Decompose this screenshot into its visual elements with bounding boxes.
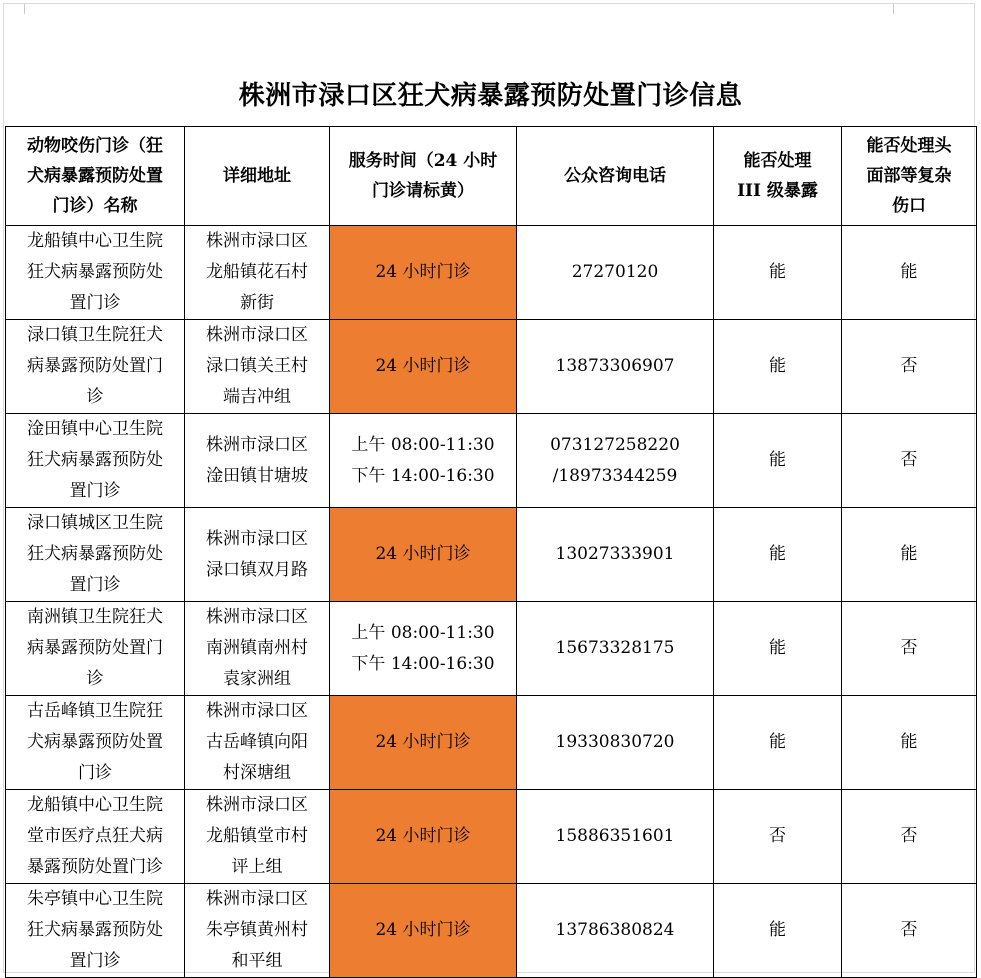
table-row [6, 884, 977, 978]
address-cell-text: 朱亭镇黄州村 [206, 920, 308, 940]
service-hours-cell-text: 上午 08:00-11:30 [351, 434, 495, 455]
header-service-hours [330, 127, 517, 226]
complex-wound-cell [842, 790, 977, 884]
service-hours-cell-text: 24 小时门诊 [375, 732, 471, 752]
clinic-name-cell [6, 602, 185, 696]
header-text: 能否处理 [743, 151, 812, 171]
table-header-row [6, 127, 977, 226]
address-cell [185, 696, 330, 790]
clinic-name-cell-text: 病暴露预防处置门 [27, 356, 163, 376]
level3-cell-text: 否 [769, 826, 786, 846]
clinic-name-cell-text: 渌口镇城区卫生院 [27, 513, 163, 533]
complex-wound-cell-text: 能 [900, 262, 918, 282]
level3-cell-text: 能 [769, 732, 786, 752]
phone-cell [517, 226, 714, 320]
service-hours-cell [330, 696, 517, 790]
level3-cell [714, 414, 842, 508]
clinic-name-cell-text: 狂犬病暴露预防处 [27, 920, 163, 940]
phone-cell [517, 508, 714, 602]
service-hours-cell [330, 414, 517, 508]
header-phone [517, 127, 714, 226]
address-cell-text: 南洲镇南州村 [206, 638, 308, 658]
address-cell [185, 884, 330, 978]
level3-cell [714, 508, 842, 602]
address-cell [185, 414, 330, 508]
address-cell-text: 株洲市渌口区 [206, 889, 308, 909]
address-cell-text: 株洲市渌口区 [206, 325, 308, 345]
address-cell [185, 602, 330, 696]
service-hours-cell-text: 24 小时门诊 [375, 356, 471, 376]
service-hours-cell-text: 24 小时门诊 [375, 262, 471, 282]
address-cell [185, 226, 330, 320]
phone-cell-text: 19330830720 [555, 732, 675, 752]
clinic-name-cell-text: 朱亭镇中心卫生院 [27, 889, 163, 909]
complex-wound-cell [842, 414, 977, 508]
header-text: 犬病暴露预防处置 [27, 166, 163, 186]
phone-cell [517, 320, 714, 414]
service-hours-cell-text: 24 小时门诊 [375, 826, 471, 846]
clinic-name-cell-text: 南洲镇卫生院狂犬 [27, 607, 163, 627]
address-cell-text: 株洲市渌口区 [206, 528, 308, 549]
phone-cell [517, 602, 714, 696]
complex-wound-cell-text: 否 [900, 356, 918, 376]
level3-cell-text: 能 [769, 450, 786, 470]
service-hours-cell-text: 24 小时门诊 [375, 544, 471, 564]
address-cell-text: 株洲市渌口区 [206, 607, 308, 627]
clinic-name-cell-text: 龙船镇中心卫生院 [27, 231, 163, 251]
table-row [6, 790, 977, 884]
clinic-name-cell-text: 病暴露预防处置门 [27, 638, 163, 658]
level3-cell-text: 能 [769, 262, 786, 282]
phone-cell-text: 15673328175 [555, 638, 675, 658]
table-row [6, 602, 977, 696]
address-cell-text: 龙船镇堂市村 [206, 826, 308, 846]
clinic-name-cell-text: 置门诊 [69, 575, 121, 595]
complex-wound-cell-text: 能 [900, 544, 918, 564]
clinic-name-cell-text: 诊 [86, 669, 104, 689]
complex-wound-cell [842, 320, 977, 414]
service-hours-cell [330, 602, 517, 696]
phone-cell [517, 414, 714, 508]
table-row [6, 226, 977, 320]
clinic-info-table [5, 126, 977, 978]
phone-cell-text: 27270120 [571, 262, 659, 282]
address-cell-text: 和平组 [231, 951, 283, 971]
clinic-name-cell-text: 犬病暴露预防处置 [27, 732, 163, 752]
level3-cell [714, 884, 842, 978]
complex-wound-cell [842, 884, 977, 978]
phone-cell-text: 15886351601 [555, 826, 675, 846]
clinic-name-cell-text: 龙船镇中心卫生院 [27, 795, 163, 815]
level3-cell [714, 226, 842, 320]
clinic-name-cell [6, 884, 185, 978]
complex-wound-cell-text: 否 [900, 638, 918, 658]
address-cell-text: 渌口镇关王村 [206, 356, 308, 376]
complex-wound-cell-text: 否 [900, 826, 918, 846]
service-hours-cell [330, 226, 517, 320]
phone-cell-text: 13786380824 [555, 920, 675, 940]
service-hours-cell [330, 884, 517, 978]
header-text: 门诊请标黄） [372, 181, 474, 201]
level3-cell-text: 能 [769, 356, 786, 376]
clinic-name-cell-text: 置门诊 [69, 481, 121, 501]
table-row [6, 696, 977, 790]
phone-cell-text: 073127258220 [550, 434, 680, 455]
address-cell-text: 淦田镇甘塘坡 [206, 465, 308, 486]
clinic-name-cell-text: 置门诊 [69, 293, 121, 313]
address-cell [185, 790, 330, 884]
header-text: 服务时间（24 小时 [348, 151, 498, 171]
table-body [6, 226, 977, 978]
complex-wound-cell [842, 508, 977, 602]
clinic-name-cell [6, 226, 185, 320]
table-row [6, 320, 977, 414]
clinic-name-cell-text: 置门诊 [69, 951, 121, 971]
phone-cell [517, 884, 714, 978]
address-cell-text: 古岳峰镇向阳 [206, 732, 308, 752]
table-row [6, 414, 977, 508]
level3-cell-text: 能 [769, 638, 786, 658]
clinic-name-cell [6, 414, 185, 508]
header-level3 [714, 127, 842, 226]
clinic-name-cell [6, 320, 185, 414]
address-cell-text: 村深塘组 [223, 763, 291, 783]
clinic-name-cell [6, 508, 185, 602]
service-hours-cell-text: 24 小时门诊 [375, 920, 471, 940]
service-hours-cell-text: 下午 14:00-16:30 [351, 465, 495, 486]
address-cell [185, 320, 330, 414]
header-text: 动物咬伤门诊（狂 [27, 136, 163, 156]
level3-cell [714, 602, 842, 696]
page-corner-mark [893, 4, 914, 14]
phone-cell-text: /18973344259 [552, 465, 678, 486]
complex-wound-cell [842, 602, 977, 696]
level3-cell [714, 790, 842, 884]
clinic-name-cell [6, 696, 185, 790]
clinic-name-cell-text: 狂犬病暴露预防处 [27, 450, 163, 470]
clinic-name-cell-text: 暴露预防处置门诊 [27, 857, 163, 877]
clinic-name-cell-text: 狂犬病暴露预防处 [27, 544, 163, 564]
service-hours-cell [330, 320, 517, 414]
header-text: 能否处理头 [866, 136, 952, 156]
header-address [185, 127, 330, 226]
address-cell [185, 508, 330, 602]
clinic-name-cell-text: 诊 [86, 387, 104, 407]
clinic-name-cell [6, 790, 185, 884]
header-text: III 级暴露 [737, 181, 818, 201]
address-cell-text: 新街 [240, 293, 274, 313]
page-corner-mark [4, 4, 25, 14]
clinic-name-cell-text: 堂市医疗点狂犬病 [27, 826, 163, 846]
address-cell-text: 株洲市渌口区 [206, 701, 308, 721]
address-cell-text: 袁家洲组 [223, 669, 291, 689]
header-text: 详细地址 [223, 166, 291, 186]
phone-cell-text: 13027333901 [555, 544, 675, 564]
clinic-name-cell-text: 门诊 [78, 763, 112, 783]
address-cell-text: 端吉冲组 [223, 387, 291, 407]
header-text: 面部等复杂 [866, 166, 952, 186]
address-cell-text: 龙船镇花石村 [206, 262, 308, 282]
complex-wound-cell-text: 否 [900, 920, 918, 940]
service-hours-cell-text: 上午 08:00-11:30 [351, 622, 495, 643]
level3-cell [714, 320, 842, 414]
complex-wound-cell-text: 能 [900, 732, 918, 752]
header-clinic-name [6, 127, 185, 226]
address-cell-text: 株洲市渌口区 [206, 434, 308, 455]
document-title: 株洲市渌口区狂犬病暴露预防处置门诊信息 [238, 81, 743, 111]
clinic-name-cell-text: 狂犬病暴露预防处 [27, 262, 163, 282]
phone-cell [517, 696, 714, 790]
header-text: 公众咨询电话 [564, 166, 666, 186]
table-row [6, 508, 977, 602]
clinic-name-cell-text: 古岳峰镇卫生院狂 [27, 701, 163, 721]
service-hours-cell-text: 下午 14:00-16:30 [351, 653, 495, 674]
header-text: 门诊）名称 [52, 196, 138, 216]
complex-wound-cell [842, 226, 977, 320]
complex-wound-cell [842, 696, 977, 790]
level3-cell-text: 能 [769, 920, 786, 940]
clinic-name-cell-text: 淦田镇中心卫生院 [27, 419, 163, 439]
header-text: 伤口 [892, 196, 926, 216]
address-cell-text: 株洲市渌口区 [206, 231, 308, 251]
address-cell-text: 株洲市渌口区 [206, 795, 308, 815]
header-complex-wound [842, 127, 977, 226]
service-hours-cell [330, 508, 517, 602]
service-hours-cell [330, 790, 517, 884]
clinic-name-cell-text: 渌口镇卫生院狂犬 [27, 325, 163, 345]
complex-wound-cell-text: 否 [900, 450, 918, 470]
address-cell-text: 渌口镇双月路 [206, 559, 308, 580]
phone-cell [517, 790, 714, 884]
level3-cell-text: 能 [769, 544, 786, 564]
phone-cell-text: 13873306907 [555, 356, 675, 376]
level3-cell [714, 696, 842, 790]
address-cell-text: 评上组 [231, 857, 283, 877]
